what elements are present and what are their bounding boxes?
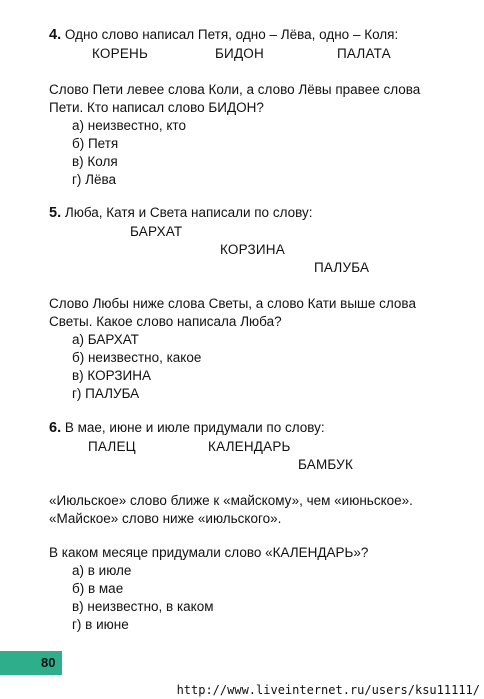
q5-word-3: ПАЛУБА [314,260,370,275]
q6-option-a: а) в июле [72,563,132,578]
q6-text-line-1: «Июльское» слово ближе к «майскому», чем «июньское». [49,493,413,508]
q5-option-b: б) неизвестно, какое [72,350,202,365]
q6-word-1: ПАЛЕЦ [88,439,136,454]
q6-intro: В мае, июне и июле придумали по слову: [64,420,325,435]
q5-text-line-1: Слово Любы ниже слова Светы, а слово Кати выше слова [49,296,416,311]
q6-question: В каком месяце придумали слово «КАЛЕНДАРЬ»? [49,545,369,560]
q4-text-line-1: Слово Пети левее слова Коли, а слово Лёвы правее слова [49,82,421,97]
q4-text-line-2: Пети. Кто написал слово БИДОН? [49,100,264,115]
page-number: 80 [41,655,56,670]
q6-option-b: б) в мае [72,581,124,596]
q5-text-line-2: Светы. Какое слово написала Люба? [49,314,282,329]
q5-intro: Люба, Катя и Света написали по слову: [64,205,313,220]
q5-word-1: БАРХАТ [130,224,183,239]
q6-text-line-2: «Майское» слово ниже «июльского». [49,511,282,526]
q6-option-c: в) неизвестно, в каком [72,599,214,614]
q6-word-3: БАМБУК [298,457,354,472]
q6-number: 6. [49,420,62,436]
q5-option-c: в) КОРЗИНА [72,368,151,383]
q4-word-3: ПАЛАТА [337,46,391,61]
q5-option-a: а) БАРХАТ [72,332,139,347]
q4-option-b: б) Петя [72,136,119,151]
q4-word-1: КОРЕНЬ [92,46,149,61]
q5-number: 5. [49,205,62,221]
q6-word-2: КАЛЕНДАРЬ [208,439,291,454]
q4-option-c: в) Коля [72,154,118,169]
q4-word-2: БИДОН [215,46,264,61]
q6-intro-line [49,420,325,436]
q4-number: 4. [49,27,62,43]
q4-option-d: г) Лёва [72,172,117,187]
q5-intro-line [49,205,312,221]
q4-intro: Одно слово написал Петя, одно – Лёва, одно – Коля: [64,27,399,42]
q4-intro-line [49,27,398,43]
q5-word-2: КОРЗИНА [220,242,285,257]
q4-option-a: а) неизвестно, кто [72,118,186,133]
watermark-url: http://www.liveinternet.ru/users/ksu11111/ [176,683,480,697]
q5-option-d: г) ПАЛУБА [72,386,140,401]
q6-option-d: г) в июне [72,617,129,632]
